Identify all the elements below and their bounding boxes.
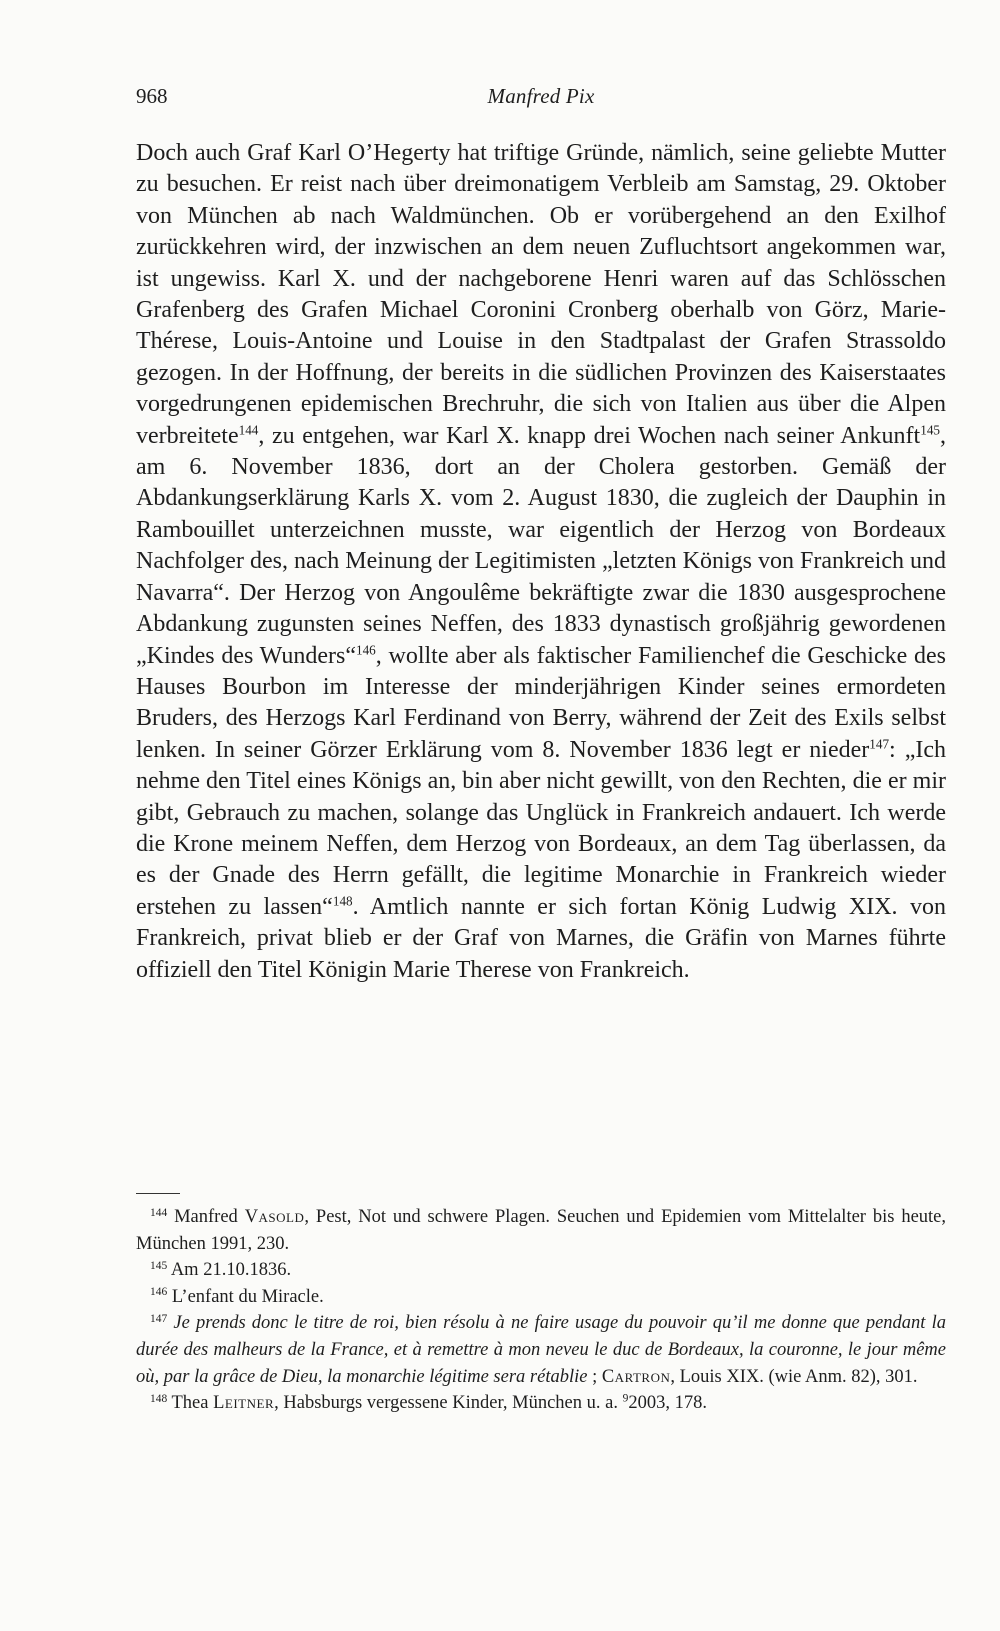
text-segment: , zu entgehen, war Karl X. knapp drei Wochen nach seiner Ankunft (258, 422, 921, 449)
footnote-text: ; (587, 1366, 602, 1387)
footnote-148 (136, 1390, 946, 1417)
text-segment: : „Ich nehme den Titel eines Königs an, bin aber nicht gewillt, von den Rechten, die er mir gibt, Gebrauch zu machen, solange das Unglück in Frankreich andauert. Ich werde die Krone meinem Neffen, dem Herzog von Bordeaux, an dem Tag überlassen, da es der Gnade des Herrn gefällt, die legitime Monarchie in Frankreich wieder erstehen zu lassen“ (136, 736, 946, 920)
text-segment: . Amtlich nannte er sich fortan König Ludwig XIX. von Frankreich, privat blieb er der Graf von Marnes, die Gräfin von Marnes führte offiziell den Titel Königin Marie Therese von Frankreich. (136, 893, 946, 983)
footnote-text: , Habsburgs vergessene Kinder, München u. a. (274, 1393, 623, 1414)
footnote-author: Leitner (213, 1393, 275, 1414)
footnote-number: 146 (150, 1286, 168, 1299)
footnote-number: 145 (150, 1259, 168, 1272)
edition-number: 9 (622, 1392, 629, 1405)
footnote-text: Manfred (174, 1207, 245, 1227)
text-segment: Doch auch Graf Karl O’Hegerty hat triftige Gründe, nämlich, seine geliebte Mutter zu besuchen. Er reist nach über dreimonatigem Verbleib am Samstag, 29. Oktober von München ab nach Waldmünchen. Ob er vorübergehend an den Exilhof zurückkehren wird, der inzwischen an dem neuen Zufluchtsort angekommen war, ist ungewiss. Karl X. und der nachgeborene Henri waren auf das Schlösschen Grafenberg des Grafen Michael Coronini Cronberg oberhalb von Görz, Marie-Thérese, Louis-Antoine und Louise in den Stadtpalast der Grafen Strassoldo gezogen. In der Hoffnung, der bereits in die südlichen Provinzen des Kaiserstaates vorgedrungenen epidemischen Brechruhr, die sich von Italien aus über die Alpen verbreitete (136, 140, 946, 449)
footnote-number: 148 (150, 1392, 168, 1405)
page-number: 968 (136, 84, 168, 108)
footnote-147 (136, 1310, 946, 1390)
footnote-quote: Je prends donc le titre de roi, bien résolu à ne faire usage du pouvoir qu’il me donne que pendant la durée des malheurs de la France, et à remettre à mon neveu le duc de Bordeaux, la couronne, le jour même où, par la grâce de Dieu, la monarchie légitime sera rétablie (136, 1313, 946, 1387)
footnote-author: Vasold (244, 1207, 305, 1227)
footnote-text: Am 21.10.1836. (170, 1260, 292, 1281)
paragraph (136, 138, 946, 986)
footnote-text: 2003, 178. (628, 1393, 707, 1414)
footnote-number: 147 (150, 1313, 168, 1326)
footnote-text: L’enfant du Miracle. (171, 1286, 324, 1307)
text-segment: , am 6. November 1836, dort an der Cholera gestorben. Gemäß der Abdankungserklärung Karls X. vom 2. August 1830, die zugleich der Dauphin in Rambouillet unterzeichnen musste, war eigentlich der Herzog von Bordeaux Nachfolger des, nach Meinung der Legitimisten „letzten Königs von Frankreich und Navarra“. Der Herzog von Angoulême bekräftigte zwar die 1830 ausgesprochene Abdankung zugunsten seines Neffen, des 1833 dynastisch großjährig gewordenen „Kindes des Wunders“ (136, 422, 946, 669)
footnote-text: Thea (171, 1393, 214, 1414)
page-header (136, 84, 946, 114)
footnotes (136, 1204, 946, 1417)
footnote-ref-144: 144 (238, 422, 259, 438)
footnote-number: 144 (150, 1206, 168, 1219)
footnote-text: , Pest, Not und schwere Plagen. Seuchen und Epidemien vom Mittelalter bis heute, München 1991, 230. (136, 1207, 947, 1254)
footnote-145 (136, 1257, 946, 1284)
footnote-ref-147: 147 (869, 736, 890, 752)
footnote-text: , Louis XIX. (wie Anm. 82), 301. (670, 1366, 918, 1387)
main-text (136, 138, 946, 986)
footnote-144 (136, 1204, 946, 1257)
footnote-ref-145: 145 (920, 422, 940, 438)
text-segment: , wollte aber als faktischer Familienchef die Geschicke des Hauses Bourbon im Interesse der minderjährigen Kinder seines ermordeten Bruders, des Herzogs Karl Ferdinand von Berry, während der Zeit des Exils selbst lenken. In seiner Görzer Erklärung vom 8. November 1836 legt er nieder (136, 642, 946, 763)
running-head: Manfred Pix (487, 84, 595, 108)
footnote-ref-148: 148 (332, 893, 353, 909)
footnote-divider (136, 1193, 180, 1194)
footnote-ref-146: 146 (355, 641, 376, 657)
footnote-author: Cartron (601, 1366, 671, 1387)
footnote-146 (136, 1284, 946, 1311)
